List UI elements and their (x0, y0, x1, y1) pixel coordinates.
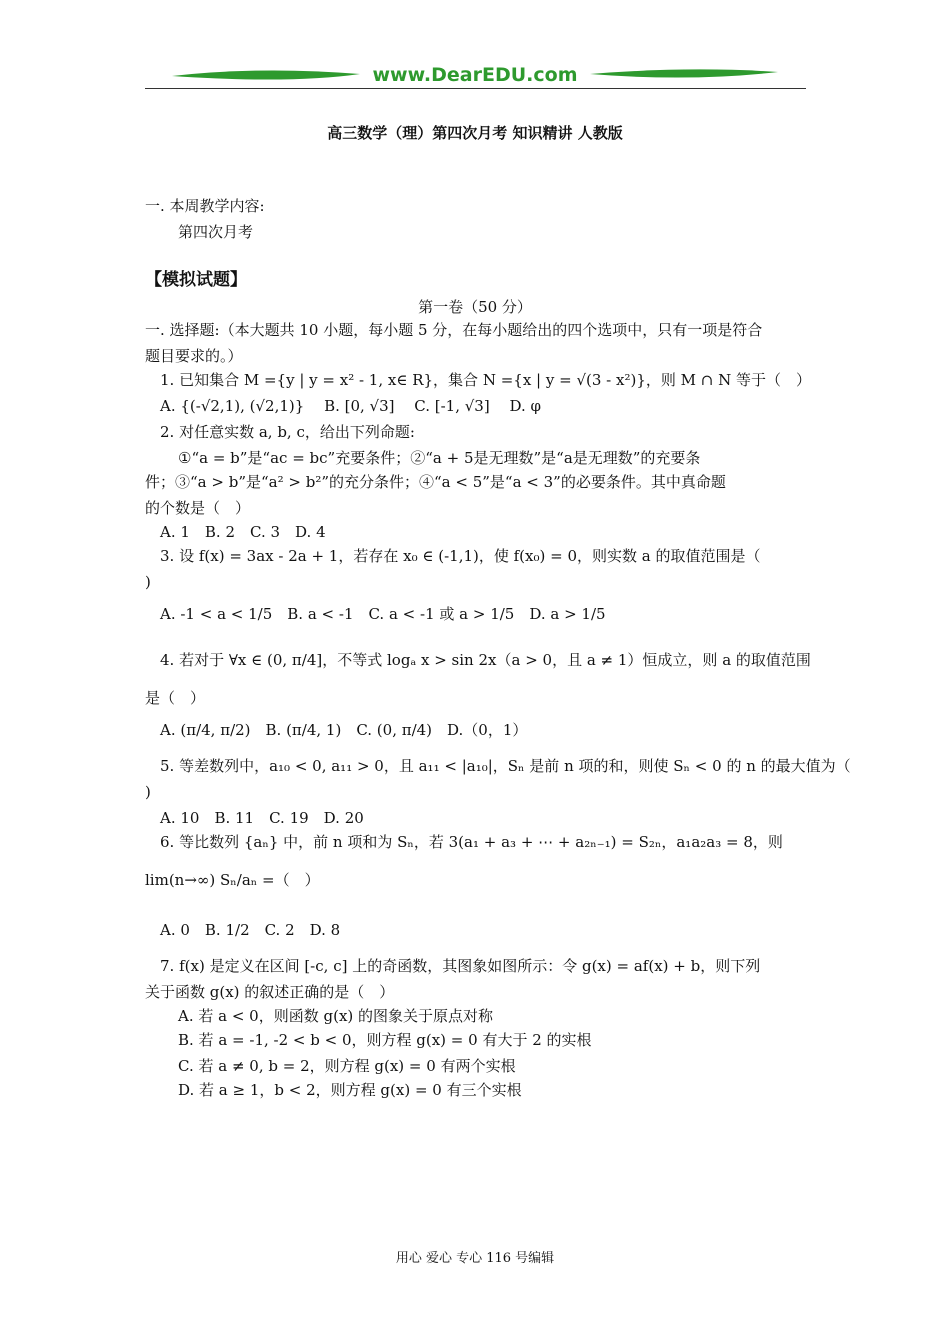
question-6-cont: lim(n→∞) Sₙ/aₙ =（ ） (145, 871, 320, 889)
logo-text: www.DearEDU.com (372, 64, 578, 86)
section-heading: 一. 本周教学内容: (145, 197, 265, 215)
question-7-option-b: B. 若 a = -1, -2 < b < 0，则方程 g(x) = 0 有大于 2 的实根 (178, 1031, 592, 1049)
question-3-options: A. -1 < a < 1/5 B. a < -1 C. a < -1 或 a > 1/5 D. a > 1/5 (160, 605, 606, 623)
question-6-options: A. 0 B. 1/2 C. 2 D. 8 (160, 921, 341, 939)
question-2: 2. 对任意实数 a, b, c，给出下列命题: (160, 423, 415, 441)
question-7-option-c: C. 若 a ≠ 0, b = 2，则方程 g(x) = 0 有两个实根 (178, 1057, 516, 1075)
question-7-option-a: A. 若 a < 0，则函数 g(x) 的图象关于原点对称 (178, 1007, 494, 1025)
question-2-options: A. 1 B. 2 C. 3 D. 4 (160, 523, 326, 541)
question-5: 5. 等差数列中，a₁₀ < 0, a₁₁ > 0，且 a₁₁ < |a₁₀|，Sₙ 是前 n 项的和，则使 Sₙ < 0 的 n 的最大值为（ (160, 757, 851, 775)
question-3-cont: ) (145, 573, 151, 591)
instructions-line-2: 题目要求的。） (145, 347, 243, 365)
question-4: 4. 若对于 ∀x ∈ (0, π/4]，不等式 logₐ x > sin 2x（a > 0，且 a ≠ 1）恒成立，则 a 的取值范围 (160, 651, 811, 669)
page-title: 高三数学（理）第四次月考 知识精讲 人教版 (327, 124, 623, 142)
instructions-line-1: 一. 选择题:（本大题共 10 小题，每小题 5 分，在每小题给出的四个选项中，只有一项是符合 (145, 321, 763, 339)
section-item: 第四次月考 (178, 223, 254, 241)
question-2-line-3: 的个数是（ ） (145, 499, 251, 517)
question-4-cont: 是（ ） (145, 689, 206, 707)
question-5-cont: ) (145, 783, 151, 801)
question-6: 6. 等比数列 {aₙ} 中，前 n 项和为 Sₙ，若 3(a₁ + a₃ + ⋯ + a₂ₙ₋₁) = S₂ₙ，a₁a₂a₃ = 8，则 (160, 833, 783, 851)
question-3: 3. 设 f(x) = 3ax - 2a + 1，若存在 x₀ ∈ (-1,1)，使 f(x₀) = 0，则实数 a 的取值范围是（ (160, 547, 761, 565)
question-7: 7. f(x) 是定义在区间 [-c, c] 上的奇函数，其图象如图所示：令 g(x) = af(x) + b，则下列 (160, 957, 761, 975)
question-1: 1. 已知集合 M ={y | y = x² - 1, x∈ R}，集合 N ={x | y = √(3 - x²)}，则 M ∩ N 等于（ ） (160, 371, 812, 389)
question-7-cont: 关于函数 g(x) 的叙述正确的是（ ） (145, 983, 395, 1001)
header-logo (170, 64, 780, 90)
question-1-options: A. {(-√2,1), (√2,1)} B. [0, √3] C. [-1, √3] D. φ (160, 397, 542, 415)
question-2-line-1: ①“a = b”是“ac = bc”充要条件；②“a + 5是无理数”是“a是无理数”的充要条 (178, 449, 701, 467)
page-footer: 用心 爱心 专心 116 号编辑 (395, 1251, 555, 1266)
header-rule (145, 88, 806, 89)
mock-heading: 【模拟试题】 (145, 270, 247, 290)
question-2-line-2: 件；③“a > b”是“a² > b²”的充分条件；④“a < 5”是“a < 3”的必要条件。其中真命题 (145, 473, 726, 491)
question-5-options: A. 10 B. 11 C. 19 D. 20 (160, 809, 364, 827)
part-heading: 第一卷（50 分） (418, 298, 532, 316)
question-7-option-d: D. 若 a ≥ 1，b < 2，则方程 g(x) = 0 有三个实根 (178, 1081, 522, 1099)
question-4-options: A. (π/4, π/2) B. (π/4, 1) C. (0, π/4) D.（0，1） (160, 721, 528, 739)
